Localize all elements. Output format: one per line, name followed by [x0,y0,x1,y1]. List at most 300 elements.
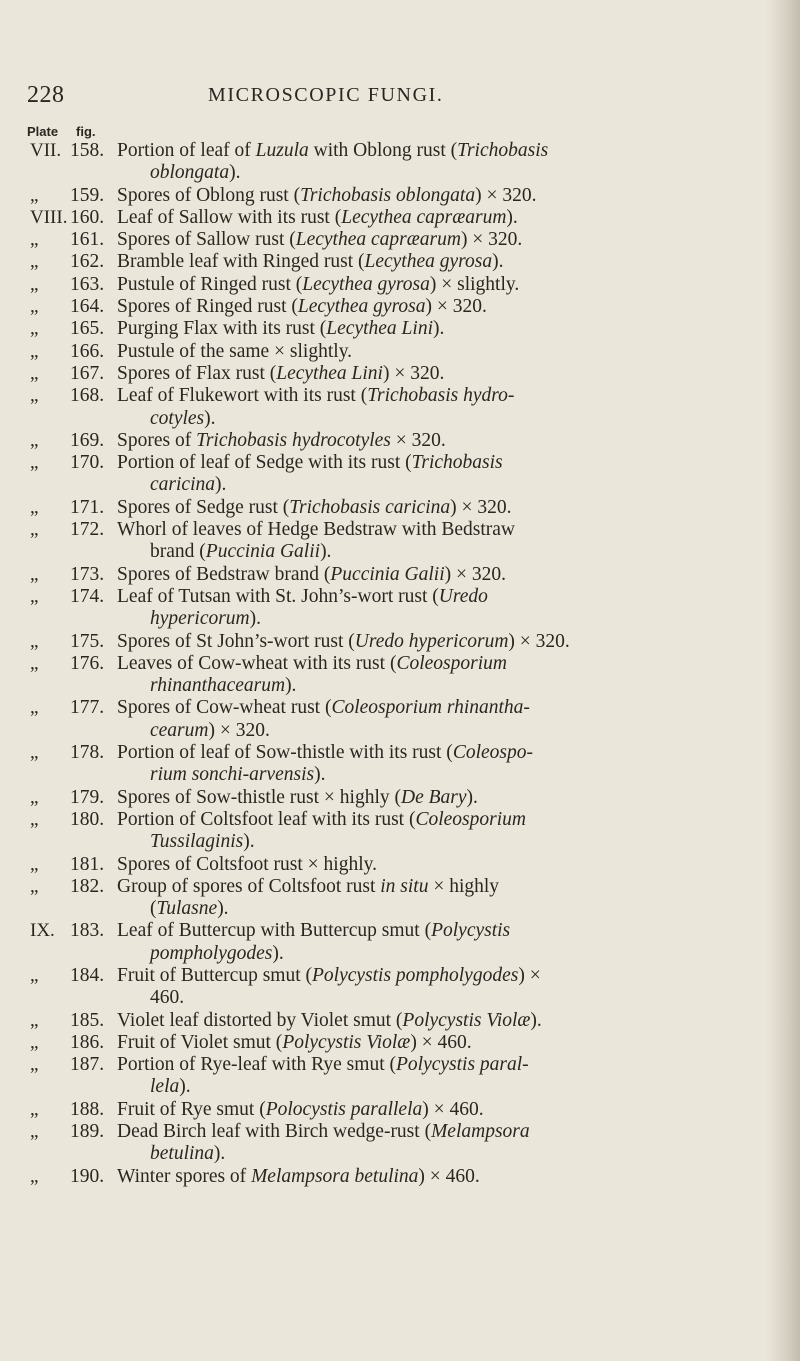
figure-entry [0,519,800,564]
latin-name: Luzula [255,140,309,161]
entry-continuation [150,608,261,630]
plate-number: „ [30,452,39,474]
figure-entry [0,809,800,854]
text-run: Violet leaf distorted by Violet smut ( [117,1009,403,1031]
figure-entry [0,965,800,1010]
latin-name: Uredo hypericorum [354,630,509,652]
latin-name: Melampsora [431,1121,530,1143]
plate-number: „ [30,385,39,407]
entry-line [0,764,800,786]
figure-number: 169. [70,429,105,451]
latin-name: lela [150,1076,180,1098]
figure-number: 165. [70,318,105,340]
entry-line [0,185,800,207]
figure-entry [0,586,800,631]
text-run: Spores of Cow-wheat rust ( [117,697,332,719]
plate-number: „ [30,318,39,340]
figure-number: 190. [70,1165,105,1187]
entry-line [0,809,800,831]
latin-name: Tulasne [156,898,218,920]
text-run: ). [213,1143,226,1165]
latin-name: Polycystis paral- [395,1054,529,1076]
figure-number: 173. [70,563,105,585]
text-run: ). [249,608,262,630]
text-run: ). [243,831,255,853]
text-run: ) × 320. [382,362,445,384]
entry-description [117,697,530,719]
latin-name: Trichobasis hydrocotyles [196,429,391,451]
figure-entry [0,631,800,653]
latin-name: Lecythea gyrosa [297,296,426,318]
entry-line [0,631,800,653]
entry-line [0,296,800,318]
text-run: ). [204,407,216,429]
latin-name: in situ [380,875,429,897]
figure-number: 185. [70,1009,105,1031]
latin-name: pompholygodes [150,942,273,964]
figure-number: 166. [70,340,105,362]
latin-name: Coleospo- [452,742,533,764]
entry-continuation [150,720,270,742]
text-run: Portion of leaf of Sedge with its rust ( [117,452,412,474]
plate-number: „ [30,1009,39,1031]
latin-name: Lecythea Lini [326,318,433,340]
latin-name: De Bary [401,786,467,808]
plate-number: „ [30,853,39,875]
figure-number: 176. [70,652,105,674]
figure-number: 162. [70,251,105,273]
figure-entry [0,742,800,787]
figure-entry [0,920,800,965]
latin-name: Polycystis Violæ [402,1009,531,1031]
entry-line [0,341,800,363]
text-run: ). [179,1076,191,1098]
figure-number: 188. [70,1098,105,1120]
text-run: 460. [150,987,185,1009]
latin-name: Coleosporium [396,652,507,674]
text-run: ). [320,541,332,563]
entry-description [117,207,518,229]
figure-entry [0,787,800,809]
text-run: × 320. [390,429,446,451]
text-run: Pustule of Ringed rust ( [117,273,303,295]
plate-number: „ [30,742,39,764]
entry-description [117,274,519,296]
plate-number: „ [30,585,39,607]
text-run: ) × 320. [450,496,512,518]
entry-line [0,363,800,385]
latin-name: Trichobasis oblongata [300,184,476,206]
figure-entry [0,497,800,519]
latin-name: Trichobasis [411,452,503,474]
text-run: Leaf of Flukewort with its rust ( [117,385,368,407]
figure-entry [0,452,800,497]
entry-description [117,1099,484,1121]
text-run: ). [272,942,284,964]
plate-number: „ [30,875,39,897]
figure-number: 163. [70,273,105,295]
plate-number: „ [30,1098,39,1120]
plate-number: IX. [30,920,55,942]
figure-entry [0,296,800,318]
figure-number: 174. [70,585,105,607]
latin-name: Puccinia Galii [205,541,321,563]
entry-description [117,385,514,407]
latin-name: Coleosporium rhinantha- [331,697,530,719]
latin-name: Lecythea Lini [276,362,383,384]
figure-number: 160. [70,206,105,228]
text-run: Portion of leaf of Sow-thistle with its rust ( [117,742,453,764]
entry-line [0,787,800,809]
figure-entry [0,341,800,363]
figure-entry [0,1166,800,1188]
entry-line [0,162,800,184]
entry-line [0,876,800,898]
entry-line [0,586,800,608]
entry-line [0,274,800,296]
plate-number: „ [30,229,39,251]
text-run: ) × 460. [418,1165,480,1187]
figure-number: 161. [70,229,105,251]
entry-description [117,809,526,831]
text-run: ). [217,898,229,920]
figure-number: 171. [70,496,105,518]
text-run: Spores of Ringed rust ( [117,296,298,318]
entry-continuation [150,943,284,965]
text-run: Whorl of leaves of Hedge Bedstraw with Bedstraw [117,519,516,541]
latin-name: rium sonchi-arvensis [150,764,315,786]
figure-number: 170. [70,452,105,474]
entry-continuation [150,162,240,184]
text-run: Leaf of Sallow with its rust ( [117,206,342,228]
text-run: Spores of St John’s-wort rust ( [117,630,355,652]
entry-description [117,854,377,876]
plate-number: „ [30,296,39,318]
entry-continuation [150,831,255,853]
entry-continuation [150,541,331,563]
column-head-fig: fig. [76,124,96,139]
figure-number: 167. [70,362,105,384]
entry-description [117,564,506,586]
entry-description [117,965,541,987]
figure-entry [0,697,800,742]
latin-name: hypericorum [150,608,250,630]
figure-number: 178. [70,742,105,764]
figure-entry [0,1054,800,1099]
entry-continuation [150,764,326,786]
text-run: Dead Birch leaf with Birch wedge-rust ( [117,1121,432,1143]
latin-name: Polocystis parallela [265,1098,423,1120]
entry-description [117,631,570,653]
text-run: ) × 460. [410,1031,472,1053]
entry-description [117,1121,530,1143]
entry-line [0,385,800,407]
latin-name: cearum [150,719,209,741]
entry-description [117,296,487,318]
text-run: brand ( [150,541,206,563]
entry-line [0,430,800,452]
text-run: Spores of Oblong rust ( [117,184,301,206]
entry-line [0,541,800,563]
latin-name: Coleosporium [415,808,526,830]
text-run: ) × 320. [208,719,270,741]
latin-name: Melampsora betulina [251,1165,419,1187]
entry-description [117,1166,480,1188]
entry-line [0,965,800,987]
plate-number: „ [30,273,39,295]
text-run: ) × [518,964,541,986]
plate-number: VIII. [30,206,68,228]
entry-description [117,586,488,608]
figure-number: 181. [70,853,105,875]
figure-entry [0,185,800,207]
figure-number: 187. [70,1054,105,1076]
entry-line [0,742,800,764]
text-run: Spores of Sedge rust ( [117,496,290,518]
plate-number: „ [30,1165,39,1187]
latin-name: Polycystis Violæ [282,1031,411,1053]
text-run: Leaves of Cow-wheat with its rust ( [117,652,397,674]
latin-name: Puccinia Galii [330,563,445,585]
plate-number: „ [30,786,39,808]
entry-line [0,207,800,229]
entry-line [0,1099,800,1121]
entry-line [0,831,800,853]
entry-description [117,452,503,474]
plate-number: „ [30,652,39,674]
figure-number: 184. [70,964,105,986]
figure-entry [0,318,800,340]
text-run: Spores of [117,429,197,451]
text-run: Spores of Sow-thistle rust × highly ( [117,786,401,808]
entry-description [117,653,507,675]
entry-description [117,363,444,385]
entry-continuation [150,898,229,920]
text-run: × highly [428,875,500,897]
latin-name: Polycystis pompholygodes [311,964,519,986]
figure-entry [0,430,800,452]
figure-entry [0,140,800,185]
figure-number: 168. [70,385,105,407]
text-run: ) × 320. [444,563,507,585]
text-run: ) × 320. [460,229,523,251]
latin-name: Lecythea capræarum [295,229,461,251]
text-run: ) × 320. [475,184,537,206]
entry-description [117,920,510,942]
text-run: ). [285,675,297,697]
text-run: Fruit of Violet smut ( [117,1031,283,1053]
entry-line [0,452,800,474]
entry-description [117,140,548,162]
entry-line [0,564,800,586]
entry-continuation [150,675,296,697]
entry-description [117,497,512,519]
entry-line [0,920,800,942]
entry-description [117,1032,472,1054]
entry-line [0,519,800,541]
text-run: Fruit of Rye smut ( [117,1098,266,1120]
entry-line [0,318,800,340]
figure-entry [0,207,800,229]
latin-name: Tussilaginis [150,831,244,853]
plate-number: „ [30,251,39,273]
entry-continuation [150,474,226,496]
entry-line [0,653,800,675]
entry-description [117,341,352,363]
plate-number: VII. [30,140,62,161]
entry-description [117,787,478,809]
plate-number: „ [30,1031,39,1053]
figure-number: 158. [70,140,105,161]
entry-description [117,185,536,207]
entry-description [117,1054,529,1076]
figure-entry [0,854,800,876]
entry-continuation [150,1076,191,1098]
entry-line [0,854,800,876]
figure-entry [0,1121,800,1166]
text-run: ) × 460. [422,1098,484,1120]
text-run: Spores of Sallow rust ( [117,229,296,251]
text-run: Winter spores of [117,1165,252,1187]
page-number: 228 [27,82,65,108]
entry-description [117,876,499,898]
entry-line [0,898,800,920]
figure-entry [0,251,800,273]
text-run: Group of spores of Coltsfoot rust [117,875,381,897]
page-header [0,82,800,112]
figure-number: 179. [70,786,105,808]
entry-description [117,519,515,541]
figure-number: 182. [70,875,105,897]
figure-number: 183. [70,920,105,942]
entry-line [0,1054,800,1076]
latin-name: oblongata [150,162,230,184]
figure-number: 175. [70,630,105,652]
entry-line [0,943,800,965]
figure-number: 180. [70,808,105,830]
figure-entry [0,385,800,430]
entry-continuation [150,987,184,1009]
entry-line [0,1076,800,1098]
plate-number: „ [30,563,39,585]
entry-line [0,229,800,251]
latin-name: Trichobasis caricina [289,496,451,518]
text-run: ) × 320. [508,630,570,652]
plate-number: „ [30,496,39,518]
running-head: MICROSCOPIC FUNGI. [208,84,444,106]
plate-number: „ [30,362,39,384]
text-run: ). [492,251,504,273]
text-run: Portion of leaf of [117,140,256,161]
text-run: ). [433,318,445,340]
figure-entry [0,1010,800,1032]
text-run: Spores of Coltsfoot rust × highly. [117,853,377,875]
text-run: Bramble leaf with Ringed rust ( [117,251,365,273]
entry-line [0,720,800,742]
text-run: ) × slightly. [429,273,520,295]
figure-list [0,140,800,1188]
plate-number: „ [30,697,39,719]
text-run: Spores of Bedstraw brand ( [117,563,331,585]
plate-number: „ [30,429,39,451]
latin-name: cotyles [150,407,205,429]
entry-line [0,251,800,273]
figure-entry [0,274,800,296]
figure-number: 177. [70,697,105,719]
plate-number: „ [30,808,39,830]
entry-line [0,1121,800,1143]
plate-number: „ [30,1054,39,1076]
latin-name: Polycystis [431,920,511,942]
entry-line [0,474,800,496]
latin-name: caricina [150,474,215,496]
entry-description [117,430,446,452]
entry-continuation [150,408,216,430]
figure-entry [0,653,800,698]
figure-entry [0,876,800,921]
text-run: ). [314,764,326,786]
text-run: ( [150,898,157,920]
text-run: ). [466,786,478,808]
figure-entry [0,229,800,251]
figure-entry [0,363,800,385]
entry-line [0,1143,800,1165]
figure-number: 186. [70,1031,105,1053]
text-run: ). [506,206,518,228]
entry-description [117,742,533,764]
latin-name: Lecythea capræarum [341,206,507,228]
text-run: Pustule of the same × slightly. [117,340,353,362]
figure-number: 189. [70,1121,105,1143]
entry-description [117,229,522,251]
plate-number: „ [30,964,39,986]
entry-line [0,608,800,630]
figure-number: 159. [70,184,105,206]
plate-number: „ [30,340,39,362]
plate-number: „ [30,630,39,652]
plate-number: „ [30,519,39,541]
figure-entry [0,564,800,586]
entry-continuation [150,1143,225,1165]
text-run: ). [530,1009,542,1031]
entry-line [0,987,800,1009]
text-run: ) × 320. [425,296,487,318]
entry-line [0,408,800,430]
plate-number: „ [30,184,39,206]
text-run: Fruit of Buttercup smut ( [117,964,312,986]
entry-line [0,1166,800,1188]
latin-name: Lecythea gyrosa [302,273,430,295]
entry-description [117,251,503,273]
latin-name: Uredo [438,585,488,607]
entry-line [0,1032,800,1054]
text-run: Portion of Rye-leaf with Rye smut ( [117,1054,396,1076]
text-run: with Oblong rust ( [308,140,458,161]
entry-line [0,497,800,519]
text-run: Leaf of Buttercup with Buttercup smut ( [117,920,432,942]
latin-name: Trichobasis hydro- [367,385,515,407]
text-run: Leaf of Tutsan with St. John’s-wort rust ( [117,585,439,607]
entry-line [0,675,800,697]
entry-line [0,697,800,719]
figure-entry [0,1099,800,1121]
latin-name: betulina [150,1143,214,1165]
plate-number: „ [30,1121,39,1143]
text-run: Purging Flax with its rust ( [117,318,327,340]
text-run: ). [214,474,227,496]
figure-number: 164. [70,296,105,318]
latin-name: Trichobasis [457,140,549,161]
